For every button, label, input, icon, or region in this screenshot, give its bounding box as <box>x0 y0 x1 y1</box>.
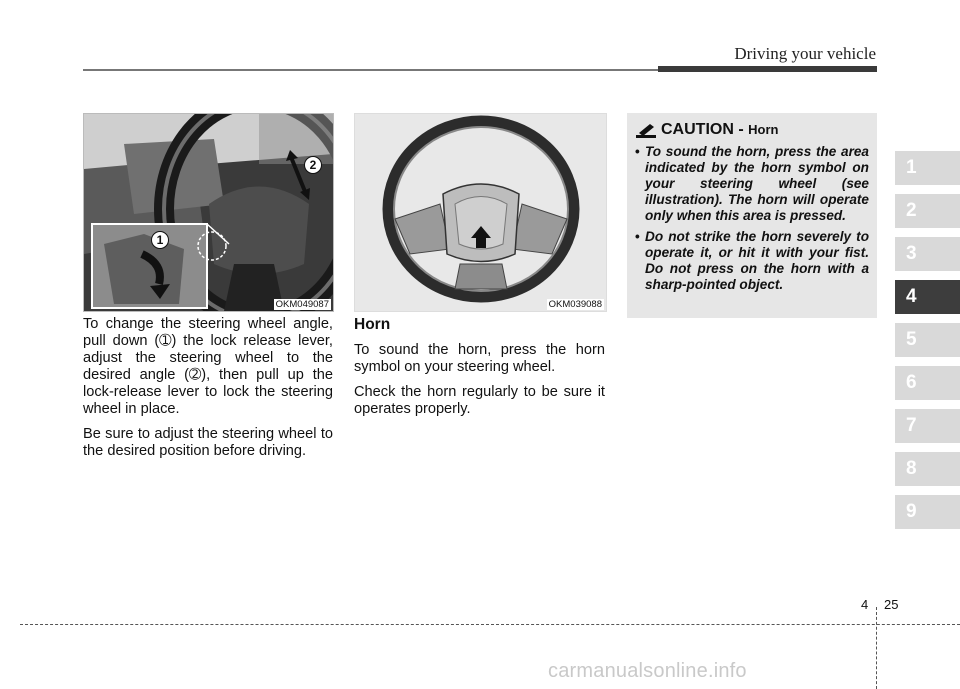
header-rule-accent <box>658 66 877 72</box>
footer-divider <box>876 607 877 689</box>
chapter-tab-2[interactable]: 2 <box>895 194 960 228</box>
caution-list <box>635 144 869 298</box>
steering-paragraph-2: Be sure to adjust the steering wheel to the desired position before driving. <box>83 426 333 459</box>
chapter-tab-5[interactable]: 5 <box>895 323 960 357</box>
callout-1-badge: 1 <box>151 231 169 249</box>
steering-tilt-photo <box>84 114 333 311</box>
callout-2-badge: 2 <box>304 156 322 174</box>
horn-heading: Horn <box>354 316 391 333</box>
chapter-tab-8[interactable]: 8 <box>895 452 960 486</box>
steering-tilt-figure <box>83 113 334 312</box>
chapter-tab-3[interactable]: 3 <box>895 237 960 271</box>
figure-code: OKM039088 <box>548 299 602 310</box>
chapter-tabs <box>895 151 960 538</box>
horn-steering-wheel-illustration <box>355 114 606 311</box>
horn-figure <box>354 113 607 312</box>
footer-chapter-number: 4 <box>861 597 869 612</box>
caution-pen-icon <box>636 124 656 138</box>
watermark: carmanualsonline.info <box>548 660 747 682</box>
caution-subtitle: Horn <box>748 122 779 137</box>
chapter-tab-7[interactable]: 7 <box>895 409 960 443</box>
chapter-tab-9[interactable]: 9 <box>895 495 960 529</box>
footer-page-number: 25 <box>884 597 899 612</box>
caution-title <box>661 121 778 139</box>
chapter-tab-4[interactable]: 4 <box>895 280 960 314</box>
page-header-title: Driving your vehicle <box>734 44 876 63</box>
horn-section <box>354 316 605 426</box>
caution-item: • To sound the horn, press the area indicated by the horn symbol on your steering wheel (see illustration). The horn will operate only when this area is pressed. <box>635 144 869 224</box>
chapter-tab-6[interactable]: 6 <box>895 366 960 400</box>
steering-paragraph-1: To change the steering wheel angle, pull down (➀) the lock release lever, adjust the steering wheel to the desired angle (➁), then pull up the lock-release lever to lock the steering wheel in place. <box>83 316 333 417</box>
header-rule <box>83 69 658 71</box>
steering-adjust-text <box>83 316 333 468</box>
caution-item: • Do not strike the horn severely to operate it, or hit it with your fist. Do not press on the horn with a sharp-pointed object. <box>635 229 869 293</box>
chapter-tab-1[interactable]: 1 <box>895 151 960 185</box>
caution-label: CAUTION - <box>661 121 749 138</box>
footer-rule <box>20 624 960 625</box>
horn-paragraph-2: Check the horn regularly to be sure it operates properly. <box>354 384 605 417</box>
horn-paragraph-1: To sound the horn, press the horn symbol on your steering wheel. <box>354 342 605 375</box>
figure-code: OKM049087 <box>275 299 329 310</box>
caution-box <box>627 113 877 318</box>
